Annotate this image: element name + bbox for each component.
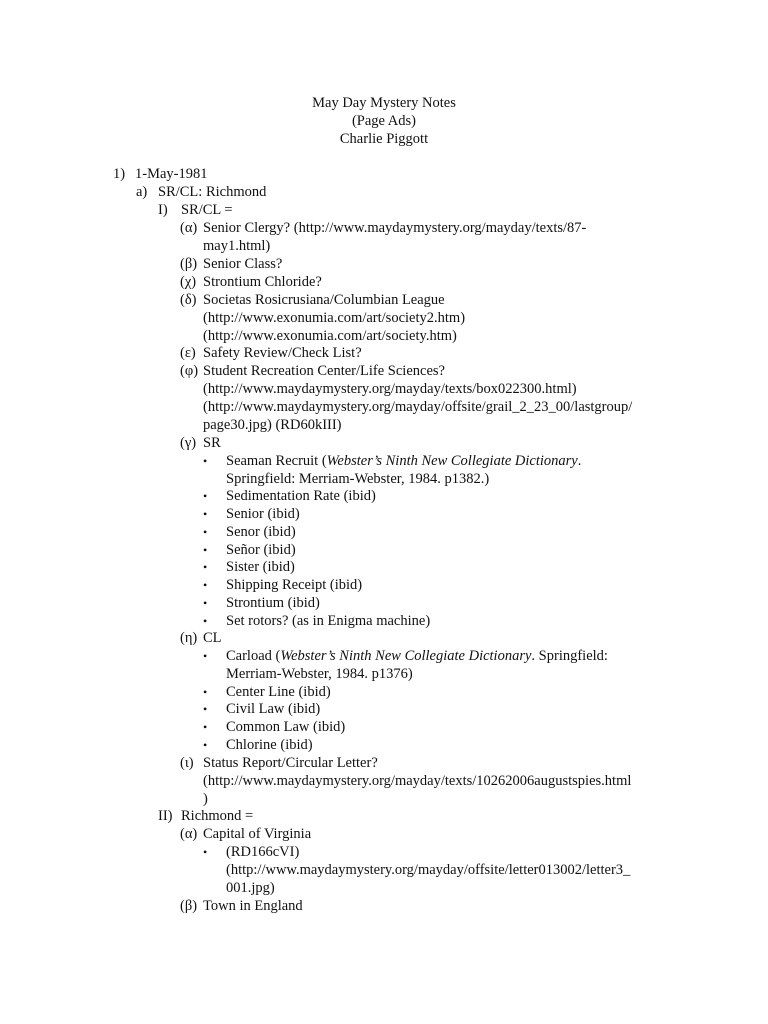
- bullet-icon: •: [203, 685, 208, 699]
- item-I-phi-marker: (φ): [180, 363, 199, 379]
- item-1-label: 1-May-1981: [135, 166, 208, 182]
- document-subtitle: (Page Ads): [351, 113, 417, 129]
- item-II-beta-marker: (β): [180, 898, 198, 914]
- bullet-icon: •: [203, 454, 208, 468]
- item-I-chi-text: Strontium Chloride?: [203, 274, 322, 290]
- bullet-icon: •: [203, 720, 208, 734]
- item-I-delta-line1: Societas Rosicrusiana/Columbian League: [203, 292, 445, 308]
- bullet-icon: •: [203, 525, 208, 539]
- sr-item-sedimentation: Sedimentation Rate (ibid): [226, 488, 376, 504]
- bullet-icon: •: [203, 649, 208, 663]
- item-I-iota-line3: ): [203, 791, 208, 807]
- sr-item-seaman-line2: Springfield: Merriam-Webster, 1984. p1382.): [226, 471, 490, 487]
- sr-item-senior: Senior (ibid): [226, 506, 300, 522]
- cl-item-common: Common Law (ibid): [226, 719, 346, 735]
- bullet-icon: •: [203, 489, 208, 503]
- sr-item-seaman: Seaman Recruit (Webster’s Ninth New Collegiate Dictionary.: [226, 453, 582, 469]
- bullet-icon: •: [203, 507, 208, 521]
- item-I-label: SR/CL =: [181, 202, 233, 218]
- cl-item-center: Center Line (ibid): [226, 684, 331, 700]
- II-bullet-line2: (http://www.maydaymystery.org/mayday/offsite/letter013002/letter3_: [226, 862, 631, 878]
- cl-item-civil: Civil Law (ibid): [226, 701, 321, 717]
- cl-item-carload: Carload (Webster’s Ninth New Collegiate Dictionary. Springfield:: [226, 648, 608, 664]
- sr-item-rotors: Set rotors? (as in Enigma machine): [226, 613, 431, 629]
- item-I-delta-line3: (http://www.exonumia.com/art/society.htm): [203, 328, 457, 344]
- item-a-marker: a): [136, 184, 148, 200]
- sr-item-strontium: Strontium (ibid): [226, 595, 320, 611]
- item-I-eta-marker: (η): [180, 630, 198, 646]
- item-I-alpha-line2: may1.html): [203, 238, 271, 254]
- item-I-delta-line2: (http://www.exonumia.com/art/society2.htm): [203, 310, 466, 326]
- item-I-gamma-marker: (γ): [180, 435, 197, 451]
- item-I-marker: I): [158, 202, 168, 218]
- item-I-beta-marker: (β): [180, 256, 198, 272]
- item-I-iota-line1: Status Report/Circular Letter?: [203, 755, 378, 771]
- sr-item-shipping: Shipping Receipt (ibid): [226, 577, 363, 593]
- item-I-phi-line2: (http://www.maydaymystery.org/mayday/texts/box022300.html): [203, 381, 577, 397]
- document-author: Charlie Piggott: [339, 131, 429, 147]
- item-I-beta-text: Senior Class?: [203, 256, 283, 272]
- bullet-icon: •: [203, 596, 208, 610]
- item-I-alpha-marker: (α): [180, 220, 198, 236]
- cl-item-carload-line2: Merriam-Webster, 1984. p1376): [226, 666, 413, 682]
- item-1-marker: 1): [113, 166, 126, 182]
- item-I-alpha-line1: Senior Clergy? (http://www.maydaymystery.org/mayday/texts/87-: [203, 220, 587, 236]
- item-I-epsilon-marker: (ε): [180, 345, 196, 361]
- item-I-iota-marker: (ι): [180, 755, 194, 771]
- item-I-chi-marker: (χ): [180, 274, 197, 290]
- item-II-beta-text: Town in England: [203, 898, 303, 914]
- item-II-marker: II): [158, 808, 173, 824]
- bullet-icon: •: [203, 738, 208, 752]
- bullet-icon: •: [203, 845, 208, 859]
- item-II-label: Richmond =: [181, 808, 254, 824]
- item-I-gamma-label: SR: [203, 435, 221, 451]
- II-bullet-line3: 001.jpg): [226, 880, 275, 896]
- item-I-phi-line4: page30.jpg) (RD60kIII): [203, 417, 342, 433]
- item-II-alpha-text: Capital of Virginia: [203, 826, 312, 842]
- item-I-eta-label: CL: [203, 630, 222, 646]
- sr-item-sister: Sister (ibid): [226, 559, 295, 575]
- sr-item-senor-tilde: Señor (ibid): [226, 542, 296, 558]
- item-I-iota-line2: (http://www.maydaymystery.org/mayday/texts/10262006augustspies.html: [203, 773, 632, 789]
- document-title: May Day Mystery Notes: [312, 95, 456, 111]
- item-I-epsilon-text: Safety Review/Check List?: [203, 345, 362, 361]
- sr-item-senor: Senor (ibid): [226, 524, 296, 540]
- bullet-icon: •: [203, 560, 208, 574]
- cl-item-chlorine: Chlorine (ibid): [226, 737, 313, 753]
- bullet-icon: •: [203, 543, 208, 557]
- II-bullet-line1: (RD166cVI): [226, 844, 300, 860]
- item-I-delta-marker: (δ): [180, 292, 197, 308]
- item-a-label: SR/CL: Richmond: [158, 184, 267, 200]
- item-I-phi-line1: Student Recreation Center/Life Sciences?: [203, 363, 445, 379]
- bullet-icon: •: [203, 614, 208, 628]
- item-I-phi-line3: (http://www.maydaymystery.org/mayday/offsite/grail_2_23_00/lastgroup/: [203, 399, 633, 415]
- item-II-alpha-marker: (α): [180, 826, 198, 842]
- bullet-icon: •: [203, 578, 208, 592]
- bullet-icon: •: [203, 702, 208, 716]
